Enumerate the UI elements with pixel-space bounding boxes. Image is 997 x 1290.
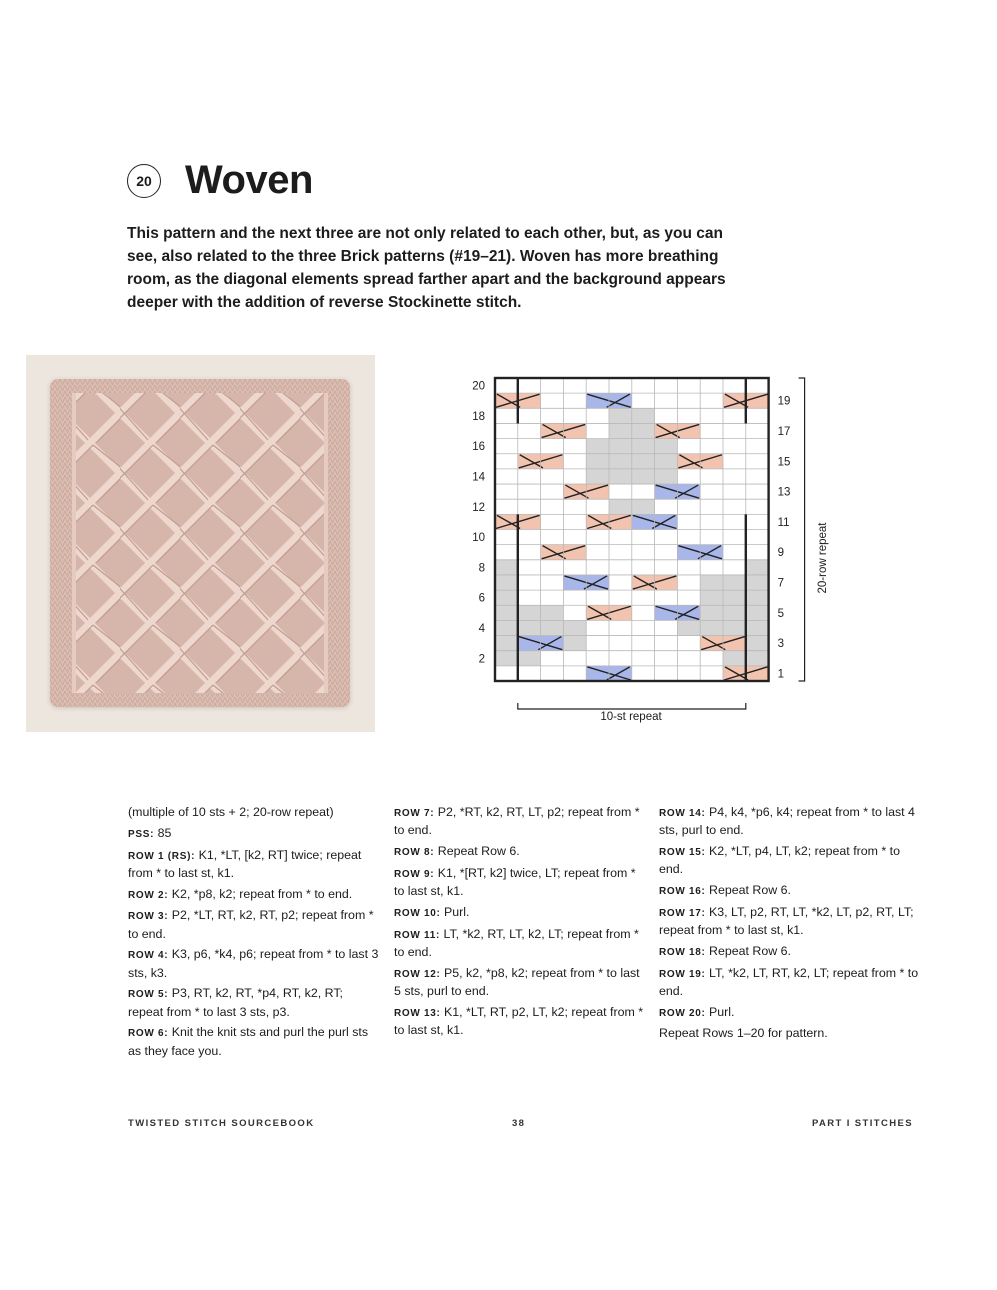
row-instruction-text: 85 xyxy=(154,825,172,840)
instruction-line xyxy=(659,1004,919,1022)
instructions-column-3 xyxy=(659,804,919,1046)
row-number-right: 3 xyxy=(777,638,785,651)
row-instruction-text: Purl. xyxy=(705,1004,735,1019)
row-number-left: 6 xyxy=(478,592,485,605)
knitted-swatch-illustration xyxy=(50,379,350,707)
row-label: ROW 8: xyxy=(394,847,435,858)
row-number-left: 18 xyxy=(472,410,485,423)
row-number-left: 2 xyxy=(478,653,485,666)
instructions-column-1 xyxy=(128,804,380,1063)
instruction-line xyxy=(394,926,646,961)
row-label: ROW 16: xyxy=(659,886,706,897)
instruction-line xyxy=(659,965,919,1000)
row-label: ROW 6: xyxy=(128,1028,169,1040)
row-label: ROW 7: xyxy=(394,808,435,819)
chart-svg xyxy=(455,370,855,730)
row-number-right: 19 xyxy=(777,395,791,408)
row-instruction-text: LT, *k2, RT, LT, k2, LT; repeat from * to end. xyxy=(394,926,639,959)
row-instruction-text: K2, *p8, k2; repeat from * to end. xyxy=(168,886,353,901)
instruction-line xyxy=(394,804,646,839)
row-label: ROW 15: xyxy=(659,847,706,858)
row-instruction-text: K1, *LT, [k2, RT] twice; repeat from * to last st, k1. xyxy=(128,847,362,880)
instruction-line xyxy=(394,843,646,861)
instruction-line xyxy=(128,1024,380,1059)
row-number-left: 12 xyxy=(472,501,485,514)
instruction-line xyxy=(128,804,380,821)
row-number-left: 16 xyxy=(472,441,485,454)
instructions-column-2 xyxy=(394,804,646,1043)
row-number-right: 9 xyxy=(777,547,785,560)
row-instruction-text: Purl. xyxy=(440,904,470,919)
row-instruction-text: K2, *LT, p4, LT, k2; repeat from * to end. xyxy=(659,844,901,877)
footer-section: PART I STITCHES xyxy=(811,1118,913,1129)
row-instruction-text: P2, *LT, RT, k2, RT, p2; repeat from * to end. xyxy=(128,908,374,941)
row-label: ROW 5: xyxy=(128,989,169,1001)
instruction-line xyxy=(394,865,646,900)
instruction-line xyxy=(128,946,380,981)
row-label: ROW 20: xyxy=(659,1007,706,1019)
row-label: ROW 18: xyxy=(659,946,706,958)
row-instruction-text: K3, LT, p2, RT, LT, *k2, LT, p2, RT, LT; repeat from * to last st, k1. xyxy=(659,904,914,937)
row-instruction-text: Repeat Row 6. xyxy=(434,844,520,858)
row-instruction-text: P4, k4, *p6, k4; repeat from * to last 4 sts, purl to end. xyxy=(659,805,915,838)
row-label: ROW 1 (RS): xyxy=(128,850,196,862)
row-label: ROW 12: xyxy=(394,968,441,980)
row-label: ROW 19: xyxy=(659,968,706,980)
row-label: ROW 9: xyxy=(394,868,435,880)
row-number-left: 20 xyxy=(472,380,485,393)
row-instruction-text: P2, *RT, k2, RT, LT, p2; repeat from * to end. xyxy=(394,805,640,838)
instruction-line xyxy=(659,882,919,900)
instruction-line xyxy=(128,907,380,942)
row-number-left: 8 xyxy=(478,562,485,575)
row-number-left: 4 xyxy=(478,622,485,635)
knitted-swatch-image xyxy=(50,379,350,707)
row-number-right: 5 xyxy=(777,607,785,620)
row-instruction-text: (multiple of 10 sts + 2; 20-row repeat) xyxy=(128,805,334,819)
row-number-right: 7 xyxy=(777,577,785,590)
row-label: ROW 2: xyxy=(128,889,169,901)
row-label: ROW 11: xyxy=(394,929,441,941)
row-label: ROW 4: xyxy=(128,950,169,962)
row-instruction-text: P3, RT, k2, RT, *p4, RT, k2, RT; repeat from * to last 3 sts, p3. xyxy=(128,986,343,1019)
row-number-right: 15 xyxy=(777,456,791,469)
row-instruction-text: K1, *[RT, k2] twice, LT; repeat from * to last st, k1. xyxy=(394,865,636,898)
row-label: PSS: xyxy=(128,828,155,840)
knitting-chart xyxy=(455,370,855,730)
instruction-line xyxy=(128,847,380,882)
row-label: ROW 13: xyxy=(394,1007,441,1019)
row-number-right: 11 xyxy=(777,516,790,529)
intro-paragraph: This pattern and the next three are not only related to each other, but, as you can see, also related to the three Brick patterns (#19–21). Woven has more breathing room, as the diagonal elements spread farther apart and the background appears deeper with the addition of reverse Stockinette stitch. xyxy=(127,225,726,311)
instruction-line xyxy=(128,985,380,1020)
page-title: Woven xyxy=(185,158,313,202)
row-number-left: 10 xyxy=(472,532,485,545)
instruction-line xyxy=(659,1025,919,1042)
row-label: ROW 10: xyxy=(394,907,441,919)
stitch-repeat-bracket xyxy=(518,703,746,709)
stitch-repeat-label: 10-st repeat xyxy=(600,711,662,723)
instruction-line xyxy=(659,943,919,961)
row-instruction-text: P5, k2, *p8, k2; repeat from * to last 5 sts, purl to end. xyxy=(394,965,640,998)
swatch-photo xyxy=(26,355,375,732)
row-instruction-text: LT, *k2, LT, RT, k2, LT; repeat from * to end. xyxy=(659,965,919,998)
row-instruction-text: Repeat Rows 1–20 for pattern. xyxy=(659,1026,828,1041)
instruction-line xyxy=(394,965,646,1000)
instruction-line xyxy=(394,1004,646,1039)
row-label: ROW 3: xyxy=(128,911,169,923)
instruction-line xyxy=(659,843,919,878)
row-label: ROW 17: xyxy=(659,907,706,919)
row-instruction-text: K1, *LT, RT, p2, LT, k2; repeat from * to last st, k1. xyxy=(394,1004,644,1037)
row-instruction-text: Repeat Row 6. xyxy=(705,943,791,958)
pattern-header xyxy=(127,158,313,203)
row-instruction-text: K3, p6, *k4, p6; repeat from * to last 3 sts, k3. xyxy=(128,947,379,980)
row-instruction-text: Repeat Row 6. xyxy=(705,883,791,897)
row-repeat-bracket xyxy=(799,378,805,681)
footer-page-number: 38 xyxy=(512,1118,526,1129)
row-label: ROW 14: xyxy=(659,808,706,819)
instruction-line xyxy=(659,804,919,839)
instruction-line xyxy=(128,886,380,904)
row-number-right: 13 xyxy=(777,486,791,499)
pattern-number-badge: 20 xyxy=(127,164,161,198)
instruction-line xyxy=(659,904,919,939)
footer-book-title: TWISTED STITCH SOURCEBOOK xyxy=(128,1118,315,1129)
row-repeat-label: 20-row repeat xyxy=(817,522,829,594)
row-number-right: 1 xyxy=(777,668,785,681)
row-number-right: 17 xyxy=(777,426,791,439)
row-number-left: 14 xyxy=(472,471,485,484)
row-instruction-text: Knit the knit sts and purl the purl sts as they face you. xyxy=(128,1025,369,1058)
instruction-line xyxy=(128,825,380,843)
instruction-line xyxy=(394,904,646,922)
